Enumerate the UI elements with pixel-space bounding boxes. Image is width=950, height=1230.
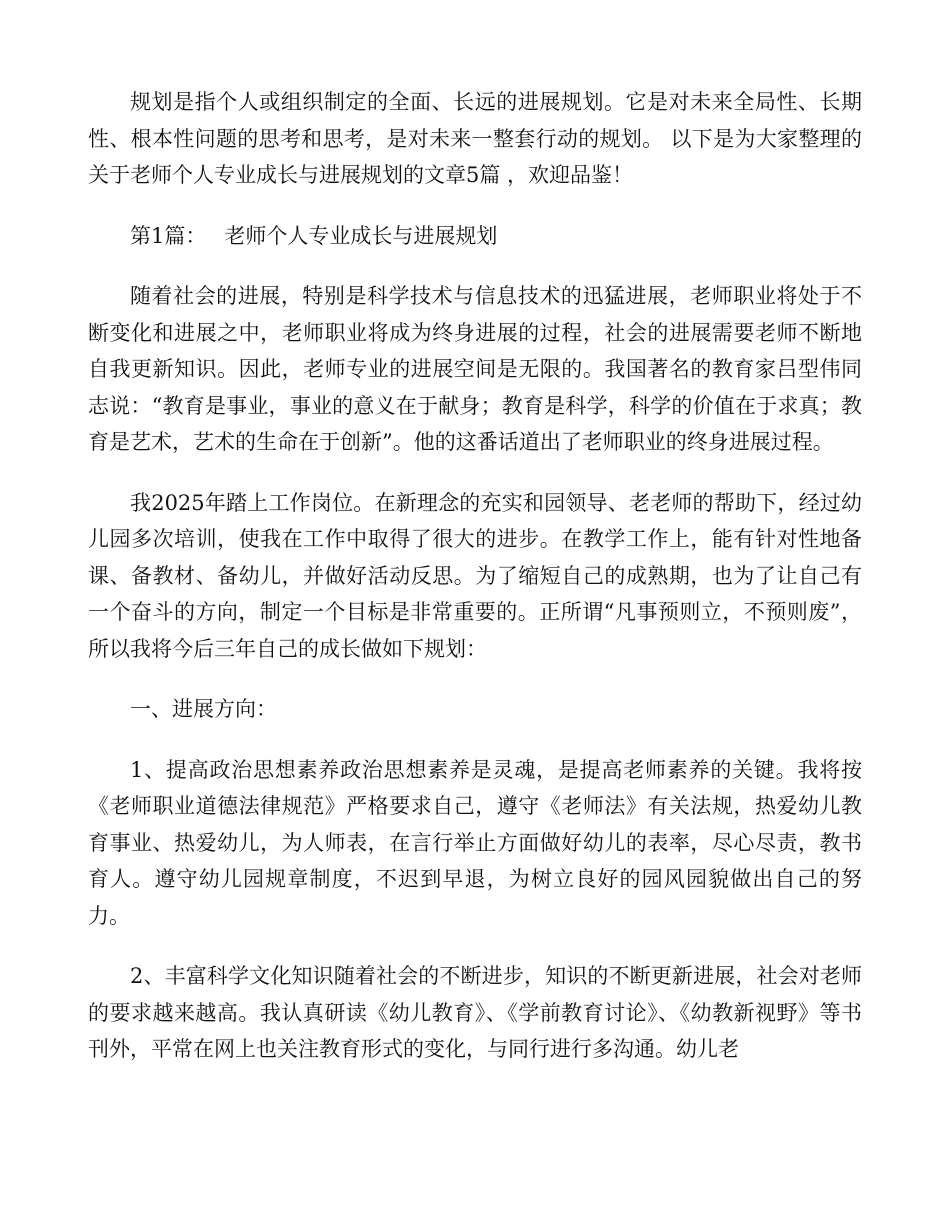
list-item-2: 2、丰富科学文化知识随着社会的不断进步，知识的不断更新进展，社会对老师的要求越来越高。我认真研读《幼儿教育》、《学前教育讨论》、《幼教新视野》等书刊外，平常在网上也关注教育形式的变化，与同行进行多沟通。幼儿老 bbox=[88, 964, 862, 1061]
document-page bbox=[88, 84, 862, 1092]
article-heading bbox=[88, 218, 862, 255]
body-paragraph-2: 我2025年踏上工作岗位。在新理念的充实和园领导、老老师的帮助下，经过幼儿园多次培训，使我在工作中取得了很大的进步。在教学工作上，能有针对性地备课、备教材、备幼儿，并做好活动反思。为了缩短自己的成熟期，也为了让自己有一个奋斗的方向，制定一个目标是非常重要的。正所谓“凡事预则立，不预则废”，所以我将今后三年自己的成长做如下规划： bbox=[88, 490, 862, 661]
intro-paragraph: 规划是指个人或组织制定的全面、长远的进展规划。它是对未来全局性、长期性、根本性问题的思考和思考，是对未来一整套行动的规划。 以下是为大家整理的关于老师个人专业成长与进展规划的文章5篇 ，欢迎品鉴！ bbox=[88, 90, 862, 187]
body-paragraph-1: 随着社会的进展，特别是科学技术与信息技术的迅猛进展，老师职业将处于不断变化和进展之中，老师职业将成为终身进展的过程，社会的进展需要老师不断地自我更新知识。因此，老师专业的进展空间是无限的。我国著名的教育家吕型伟同志说：“教育是事业，事业的意义在于献身；教育是科学，科学的价值在于求真；教育是艺术，艺术的生命在于创新”。他的这番话道出了老师职业的终身进展过程。 bbox=[88, 284, 862, 454]
section-heading: 一、进展方向： bbox=[130, 697, 277, 721]
article-title: 老师个人专业成长与进展规划 bbox=[224, 223, 498, 248]
list-item-1: 1、提高政治思想素养政治思想素养是灵魂，是提高老师素养的关键。我将按《老师职业道德法律规范》严格要求自己，遵守《老师法》有关法规，热爱幼儿教育事业、热爱幼儿，为人师表，在言行举止方面做好幼儿的表率，尽心尽责，教书育人。遵守幼儿园规章制度，不迟到早退，为树立良好的园风园貌做出自己的努力。 bbox=[88, 757, 862, 928]
article-number: 第1篇： bbox=[130, 223, 207, 248]
